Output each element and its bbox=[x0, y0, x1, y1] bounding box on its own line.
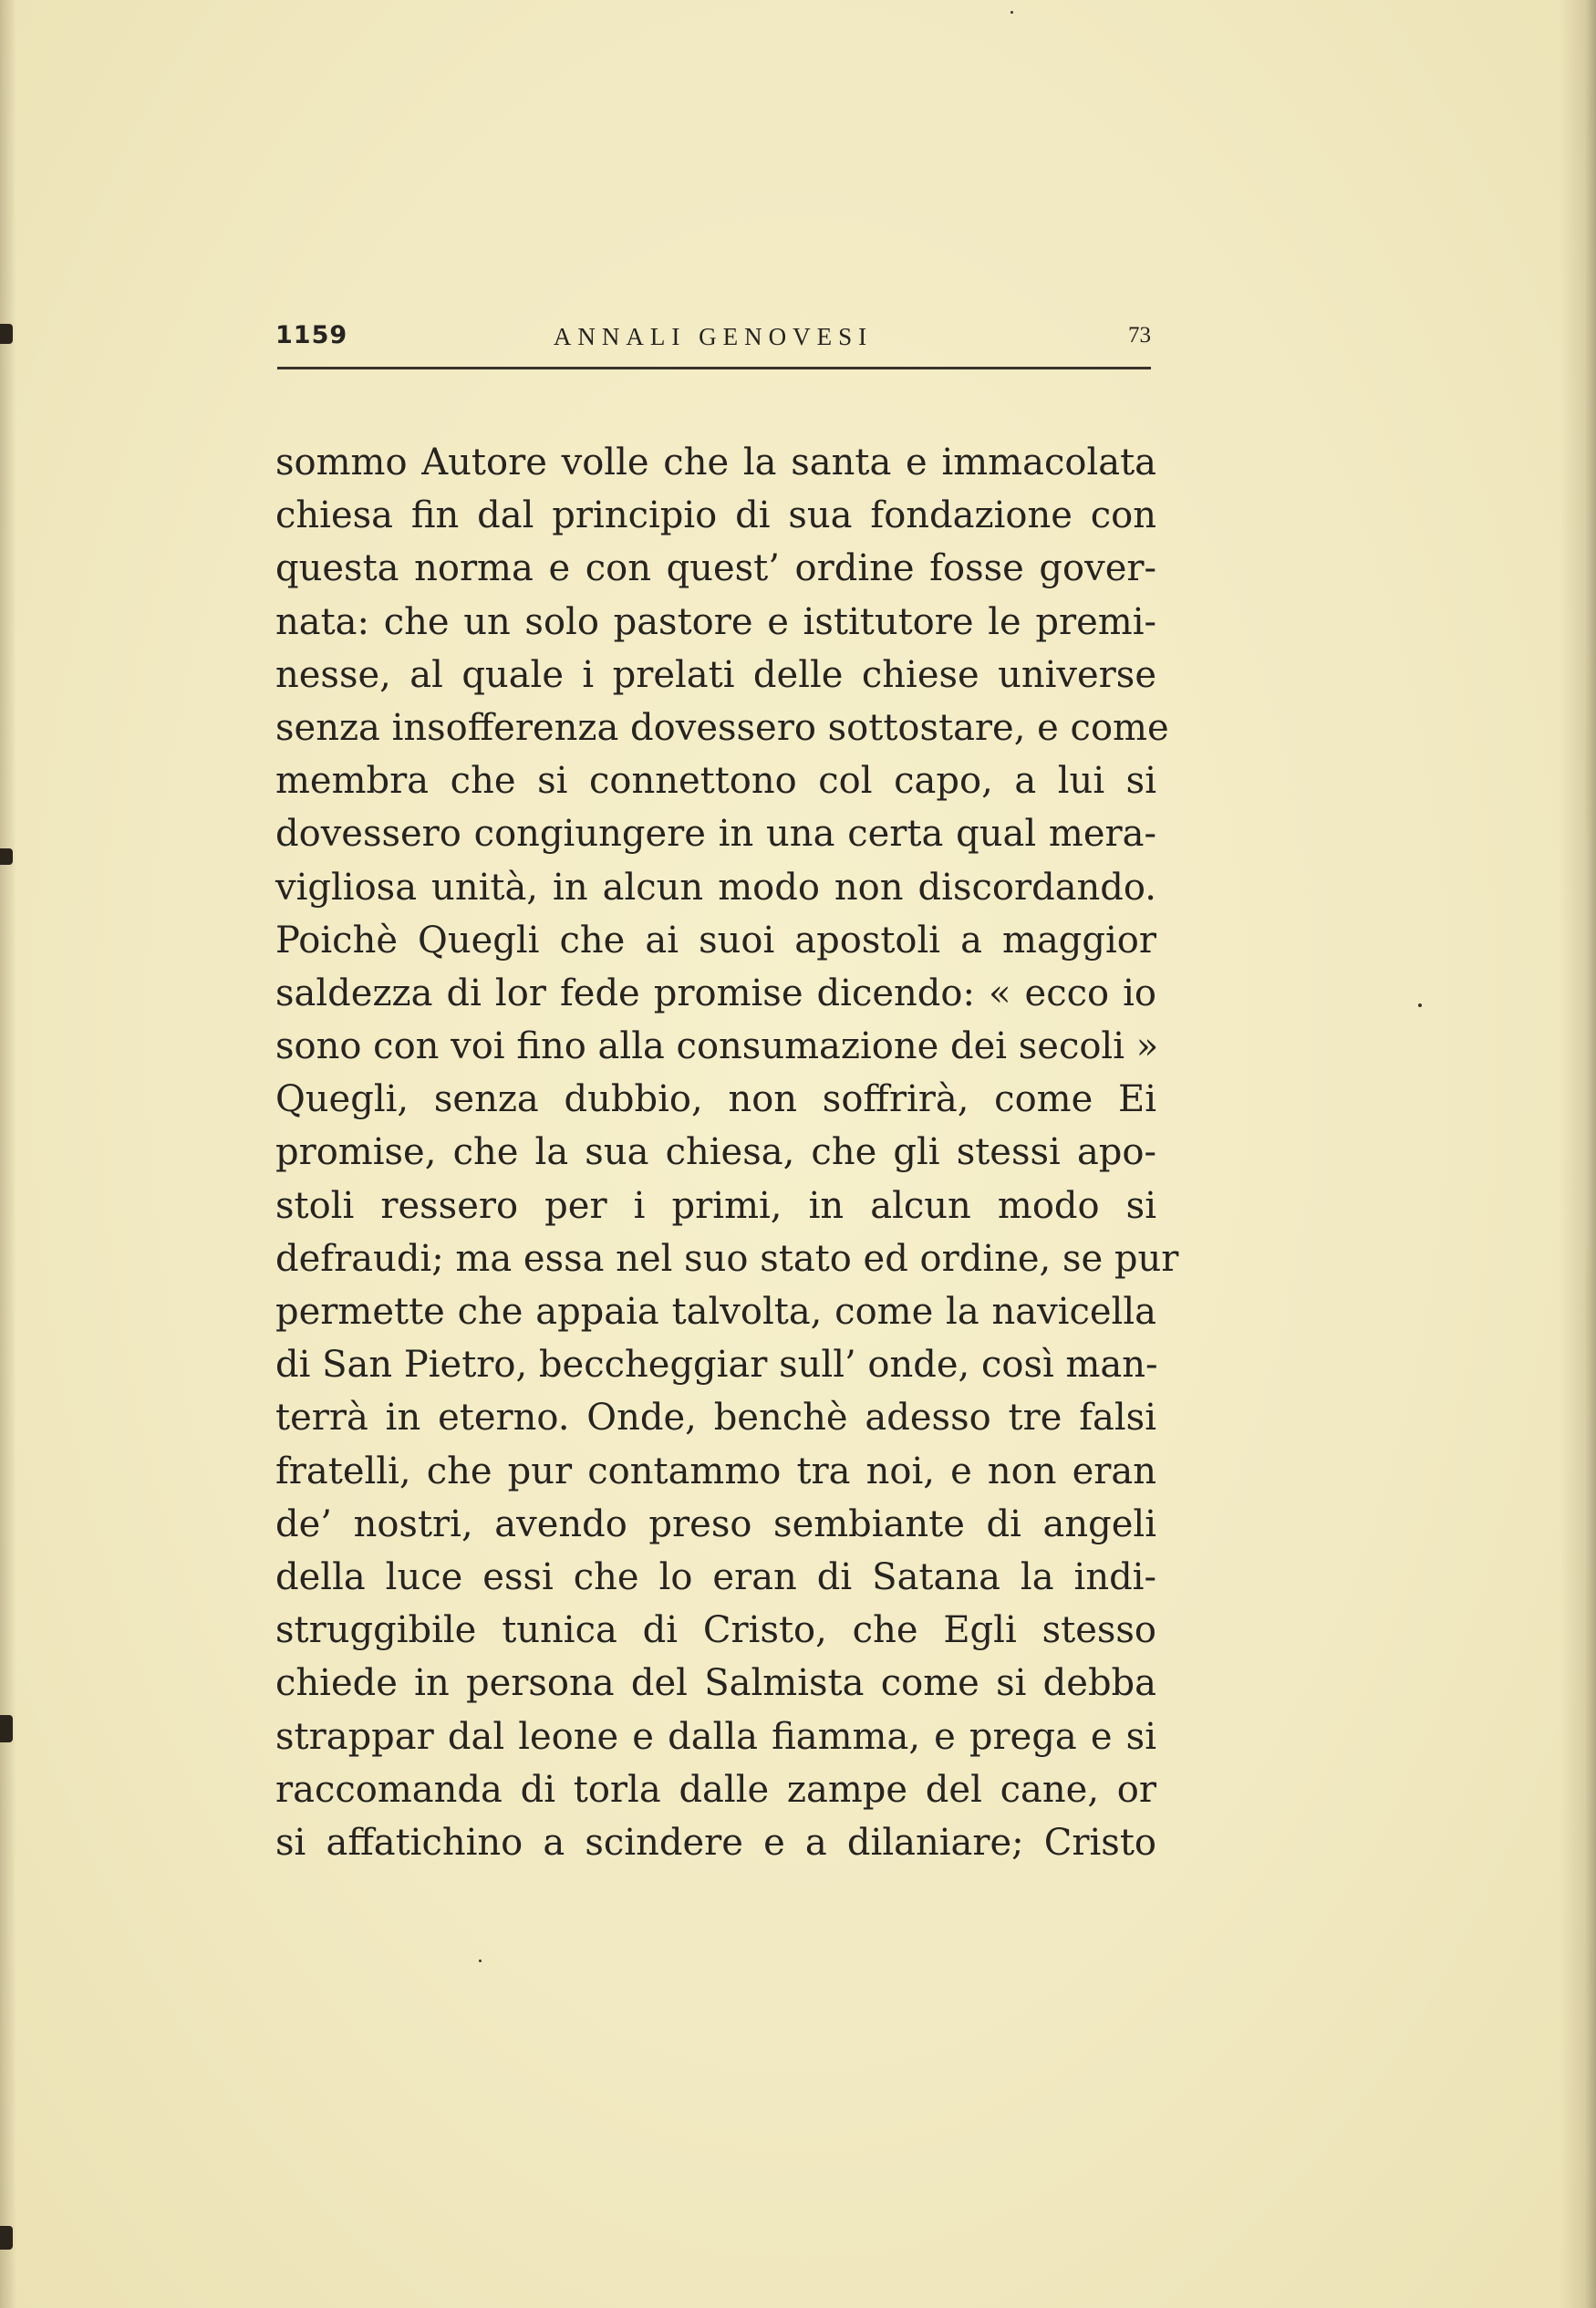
paper-speck bbox=[1418, 1003, 1422, 1007]
binding-mark bbox=[0, 2226, 13, 2250]
text-line: de’ nostri, avendo preso sembiante di angeli bbox=[275, 1502, 1156, 1545]
paper-speck bbox=[1010, 11, 1013, 14]
page-right-edge-shadow bbox=[1560, 0, 1596, 2308]
text-line: della luce essi che lo eran di Satana la indi- bbox=[275, 1555, 1156, 1598]
text-line: defraudi; ma essa nel suo stato ed ordine, se pur bbox=[275, 1237, 1179, 1280]
binding-mark bbox=[0, 1715, 13, 1742]
text-line: struggibile tunica di Cristo, che Egli stesso bbox=[275, 1609, 1156, 1652]
text-line: stoli ressero per i primi, in alcun modo si bbox=[275, 1184, 1156, 1227]
paper-speck bbox=[479, 1960, 482, 1962]
body-text bbox=[275, 436, 1179, 1869]
text-line: raccomanda di torla dalle zampe del cane, or bbox=[275, 1768, 1156, 1811]
text-line: sommo Autore volle che la santa e immacolata bbox=[275, 442, 1156, 483]
text-line: promise, che la sua chiesa, che gli stessi apo- bbox=[275, 1131, 1156, 1174]
text-line: questa norma e con quest’ ordine fosse gover- bbox=[275, 547, 1156, 590]
text-line: Quegli, senza dubbio, non soffrirà, come Ei bbox=[275, 1078, 1156, 1121]
text-line: chiesa fin dal principio di sua fondazione con bbox=[275, 494, 1156, 537]
header-title: ANNALI GENOVESI bbox=[553, 323, 874, 350]
binding-mark bbox=[0, 324, 13, 344]
text-line: Poichè Quegli che ai suoi apostoli a maggior bbox=[275, 919, 1156, 962]
text-line: vigliosa unità, in alcun modo non discordando. bbox=[275, 866, 1156, 909]
text-line: dovessero congiungere in una certa qual mera- bbox=[275, 813, 1156, 856]
text-line: terrà in eterno. Onde, benchè adesso tre falsi bbox=[275, 1397, 1156, 1440]
text-line: di San Pietro, beccheggiar sull’ onde, così man- bbox=[275, 1344, 1158, 1387]
text-line: sono con voi fino alla consumazione dei secoli » bbox=[275, 1025, 1159, 1068]
page-number: 73 bbox=[1128, 323, 1151, 348]
text-line: saldezza di lor fede promise dicendo: « ecco io bbox=[275, 972, 1156, 1014]
text-line: permette che appaia talvolta, come la navicella bbox=[275, 1291, 1156, 1333]
text-line: membra che si connettono col capo, a lui si bbox=[275, 760, 1156, 803]
page-left-edge bbox=[0, 0, 16, 2308]
text-line: chiede in persona del Salmista come si debba bbox=[275, 1662, 1156, 1705]
text-line: strappar dal leone e dalla fiamma, e prega e si bbox=[275, 1715, 1156, 1758]
text-line: nata: che un solo pastore e istitutore le premi- bbox=[275, 600, 1156, 643]
text-line: senza insofferenza dovessero sottostare, e come bbox=[275, 706, 1169, 749]
text-line: nesse, al quale i prelati delle chiese universe bbox=[275, 653, 1156, 696]
header-year: 1159 bbox=[275, 321, 348, 349]
text-line: si affatichino a scindere e a dilaniare; Cristo bbox=[275, 1821, 1156, 1864]
text-line: fratelli, che pur contammo tra noi, e non eran bbox=[275, 1450, 1156, 1492]
running-header bbox=[275, 321, 1151, 358]
header-rule bbox=[277, 367, 1151, 369]
binding-mark bbox=[0, 848, 13, 865]
